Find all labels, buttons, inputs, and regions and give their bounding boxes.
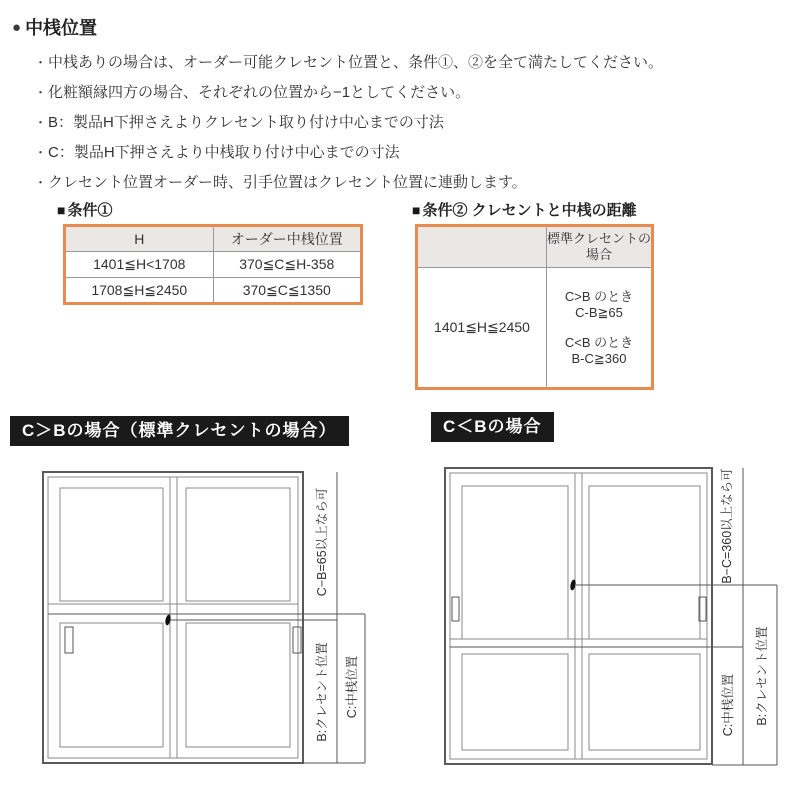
dot-bullet-icon: ・ (34, 84, 48, 100)
table-row (417, 268, 653, 389)
table-cell: 1708≦H≦2450 (65, 278, 214, 304)
window-diagram-cltb (420, 452, 800, 797)
dimension-label-rail: C:中桟位置 (721, 673, 735, 737)
circle-bullet-icon: ● (12, 18, 22, 36)
condition-when: C>B のとき (564, 288, 634, 304)
table-cell: 1401≦H≦2450 (417, 268, 547, 389)
table-cell (546, 268, 652, 389)
condition2-heading-text: 条件② クレセントと中桟の距離 (422, 202, 637, 219)
list-item (34, 106, 794, 136)
page-title-text: 中桟位置 (25, 18, 98, 38)
dot-bullet-icon: ・ (34, 54, 48, 70)
table-header-cell: 標準クレセントの場合 (546, 226, 652, 268)
dot-bullet-icon: ・ (34, 144, 48, 160)
note-text: 化粧額縁四方の場合、それぞれの位置から−1としてください。 (48, 83, 471, 101)
table-row (65, 278, 362, 304)
note-text: B：製品H下押さえよりクレセント取り付け中心までの寸法 (48, 113, 444, 131)
table-header-row (417, 226, 653, 268)
table-row (65, 252, 362, 278)
pull-handle-icon (452, 597, 459, 621)
dot-bullet-icon: ・ (34, 174, 48, 190)
glass-pane (60, 623, 163, 747)
table-header-cell: H (65, 226, 214, 252)
condition2-table (415, 224, 654, 390)
diagram-right-title: C＜Bの場合 (431, 412, 554, 442)
notes-list (34, 46, 794, 196)
glass-pane (589, 486, 700, 639)
window-diagram-cgtb (20, 452, 400, 797)
crescent-lock-icon (569, 579, 576, 591)
pull-handle-icon (293, 627, 301, 653)
pull-handle-icon (65, 627, 73, 653)
dimension-label-gap: B−C=360以上なら可 (720, 468, 734, 584)
square-bullet-icon: ■ (57, 201, 66, 218)
glass-pane (186, 623, 290, 747)
dimension-label-crescent: B:クレセント位置 (315, 642, 329, 742)
note-text: クレセント位置オーダー時、引手位置はクレセント位置に連動します。 (48, 173, 527, 191)
list-item (34, 166, 794, 196)
glass-pane (589, 654, 700, 750)
glass-pane (462, 486, 568, 639)
window-drawing (420, 452, 800, 797)
square-bullet-icon: ■ (412, 201, 421, 218)
condition-group (547, 335, 651, 367)
glass-pane (462, 654, 568, 750)
table-cell: 370≦C≦1350 (213, 278, 362, 304)
dimension-label-rail: C:中桟位置 (345, 655, 359, 719)
dimension-label-crescent: B:クレセント位置 (755, 626, 769, 726)
glass-pane (186, 488, 290, 601)
condition-group (547, 289, 651, 321)
table-header-cell (417, 226, 547, 268)
dot-bullet-icon: ・ (34, 114, 48, 130)
condition-when: C<B のとき (564, 334, 634, 350)
list-item (34, 46, 794, 76)
page-title (12, 14, 97, 40)
table-header-row (65, 226, 362, 252)
table-cell: 370≦C≦H-358 (213, 252, 362, 278)
condition1-heading-text: 条件① (67, 202, 113, 219)
dimension-label-gap: C−B=65以上なら可 (315, 487, 329, 597)
window-outer-frame (445, 468, 712, 764)
condition1-heading (57, 199, 112, 220)
condition1-table (63, 224, 363, 305)
table-cell: 1401≦H<1708 (65, 252, 214, 278)
condition-rule: B-C≧360 (571, 350, 627, 366)
condition-rule: C-B≧65 (575, 304, 623, 320)
window-inner-frame (450, 473, 707, 759)
window-drawing (20, 452, 400, 797)
glass-pane (60, 488, 163, 601)
window-inner-frame (48, 477, 298, 758)
condition2-heading (412, 199, 637, 220)
list-item (34, 76, 794, 106)
note-text: C：製品H下押さえより中桟取り付け中心までの寸法 (48, 143, 400, 161)
window-outer-frame (43, 472, 303, 763)
list-item (34, 136, 794, 166)
table-header-cell: オーダー中桟位置 (213, 226, 362, 252)
diagram-left-title: C＞Bの場合（標準クレセントの場合） (10, 416, 349, 446)
note-text: 中桟ありの場合は、オーダー可能クレセント位置と、条件①、②を全て満たしてください。 (48, 53, 664, 71)
